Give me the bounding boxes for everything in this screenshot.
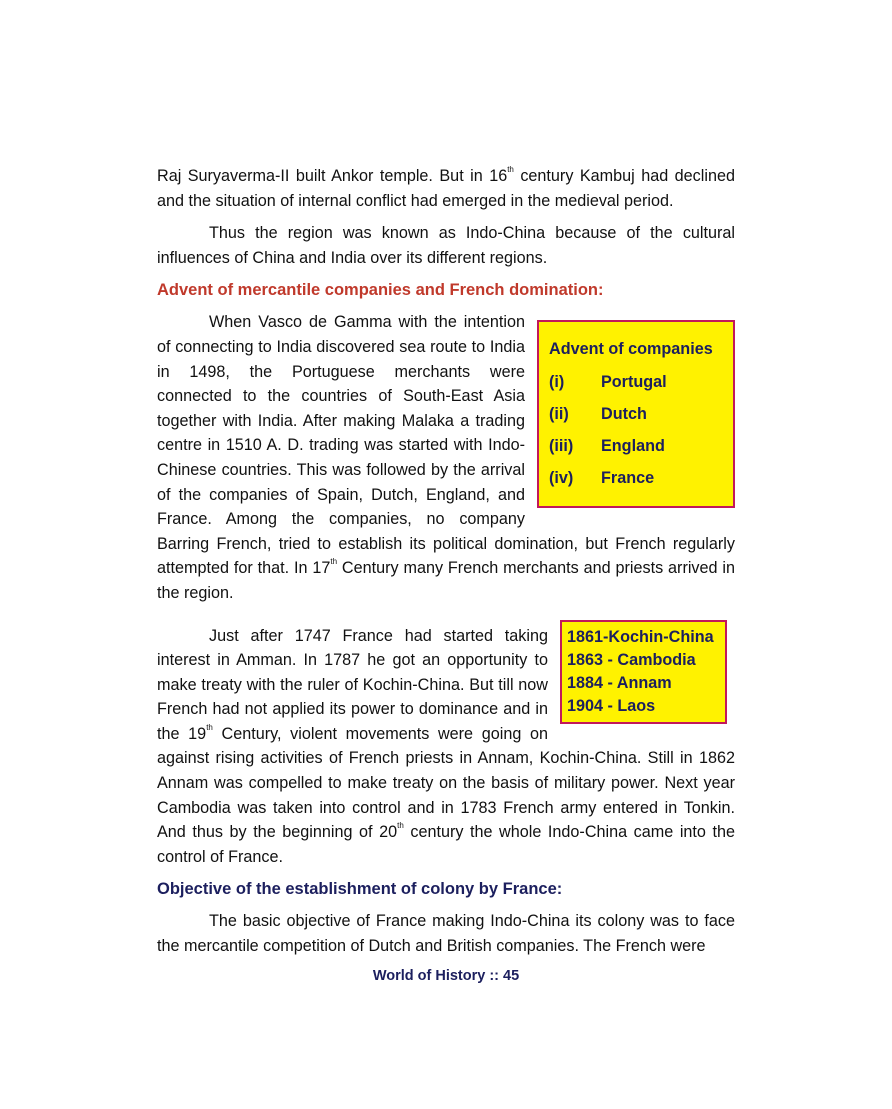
company-number: (ii) [549,405,569,424]
superscript: th [507,165,514,174]
year-row: 1863 - Cambodia [567,650,696,669]
company-row [549,398,733,430]
company-name: England [601,437,665,456]
year-row: 1904 - Laos [567,697,656,716]
company-name: Portugal [601,373,667,392]
company-row [549,430,733,462]
company-number: (iv) [549,469,574,488]
page-footer: World of History :: 45 [372,968,520,984]
paragraph-text: Century many French merchants and priests arrived in the region. [157,559,735,602]
company-number: (i) [549,373,565,392]
paragraph-text: Century, violent movements were going on against rising activities of French priests in Annam, Kochin-China. Still in 1862 Annam was compelled to make treaty on the basis of military power. Next year Cambodia was taken into control and in 1783 French army entered in Tonkin. And thus by the beginning of 20 [157,724,735,842]
page-content [157,164,735,959]
paragraph-text: Raj Suryaverma-II built Ankor temple. But in 16 [157,167,508,185]
superscript: th [206,722,213,732]
paragraph-5: The basic objective of France making Indo-China its colony was to face the mercantile competition of Dutch and British companies. The French were [157,912,735,956]
box-title: Advent of companies [549,340,713,359]
years-box [560,620,727,725]
paragraph-text: century Kambuj had declined and the situation of internal conflict had emerged in the medieval period. [157,167,735,210]
company-row [549,366,733,398]
company-name: France [601,469,655,488]
heading-objective: Objective of the establishment of colony by France: [157,880,563,899]
paragraph-text: When Vasco de Gamma with the intention of connecting to India discovered sea route to India in 1498, the Portuguese merchants were connected to the countries of South-East Asia together with India. After making Malaka a trading centre in 1510 A. D. trading was started with Indo-Chinese countries. This was followed by the arrival of the companies of Spain, Dutch, England, and France. Among the companies, no company Barring French, tried to establish its political domination, but French regularly attempted for that. In 17 [157,313,735,578]
paragraph-2: Thus the region was known as Indo-China because of the cultural influences of China and India over its different regions. [157,224,735,267]
paragraph-text: Just after 1747 France had started taking interest in Amman. In 1787 he got an opportunity to make treaty with the ruler of Kochin-China. But till now French had not applied its power to dominance and in the 19 [157,626,548,743]
company-row [549,462,733,494]
superscript: th [330,557,338,567]
company-number: (iii) [549,437,574,456]
year-row: 1861-Kochin-China [567,627,714,646]
paragraph-text: century the whole Indo-China came into the control of France. [157,823,735,866]
year-row: 1884 - Annam [567,673,672,692]
superscript: th [397,821,404,831]
paragraph-1 [157,164,735,213]
company-name: Dutch [601,405,647,424]
advent-of-companies-box [537,320,735,508]
heading-advent: Advent of mercantile companies and French domination: [157,281,604,300]
